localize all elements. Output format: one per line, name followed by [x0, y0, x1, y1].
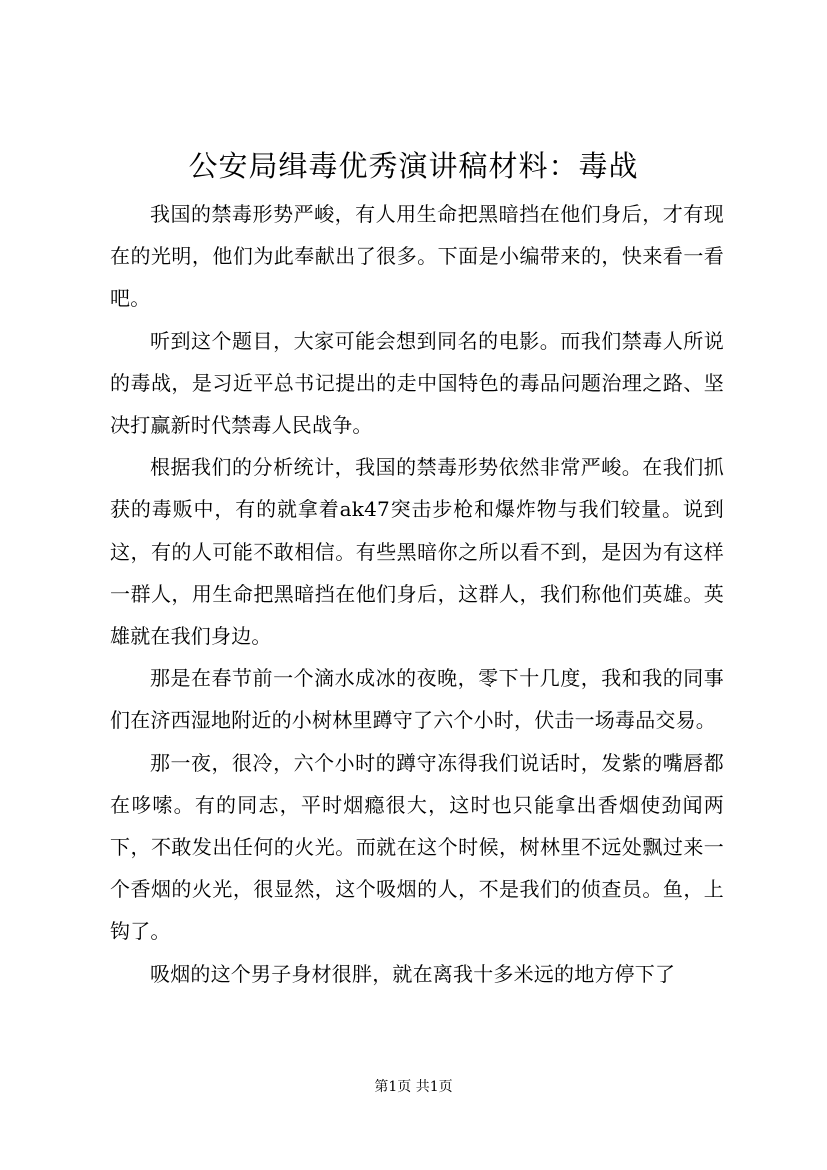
document-body — [110, 193, 724, 995]
paragraph-6: 吸烟的这个男子身材很胖，就在离我十多米远的地方停下了 — [150, 961, 676, 986]
document-title: 公安局缉毒优秀演讲稿材料：毒战 — [188, 149, 639, 183]
page-footer: 第1页 共1页 — [374, 1079, 453, 1095]
paragraph-2: 听到这个题目，大家可能会想到同名的电影。而我们禁毒人所说的毒战，是习近平总书记提出的走中国特色的毒品问题治理之路、坚决打赢新时代禁毒人民战争。 — [110, 328, 724, 438]
paragraph-1: 我国的禁毒形势严峻，有人用生命把黑暗挡在他们身后，才有现在的光明，他们为此奉献出了很多。下面是小编带来的，快来看一看吧。 — [110, 202, 724, 311]
paragraph-5: 那一夜，很冷，六个小时的蹲守冻得我们说话时，发紫的嘴唇都在哆嗦。有的同志，平时烟瘾很大，这时也只能拿出香烟使劲闻两下，不敢发出任何的火光。而就在这个时候，树林里不远处飘过来一个香烟的火光，很显然，这个吸烟的人，不是我们的侦查员。鱼，上钩了。 — [110, 750, 724, 944]
paragraph-3: 根据我们的分析统计，我国的禁毒形势依然非常严峻。在我们抓获的毒贩中，有的就拿着ak47突击步枪和爆炸物与我们较量。说到这，有的人可能不敢相信。有些黑暗你之所以看不到，是因为有这样一群人，用生命把黑暗挡在他们身后，这群人，我们称他们英雄。英雄就在我们身边。 — [110, 455, 724, 649]
paragraph-4: 那是在春节前一个滴水成冰的夜晚，零下十几度，我和我的同事们在济西湿地附近的小树林里蹲守了六个小时，伏击一场毒品交易。 — [110, 666, 724, 733]
